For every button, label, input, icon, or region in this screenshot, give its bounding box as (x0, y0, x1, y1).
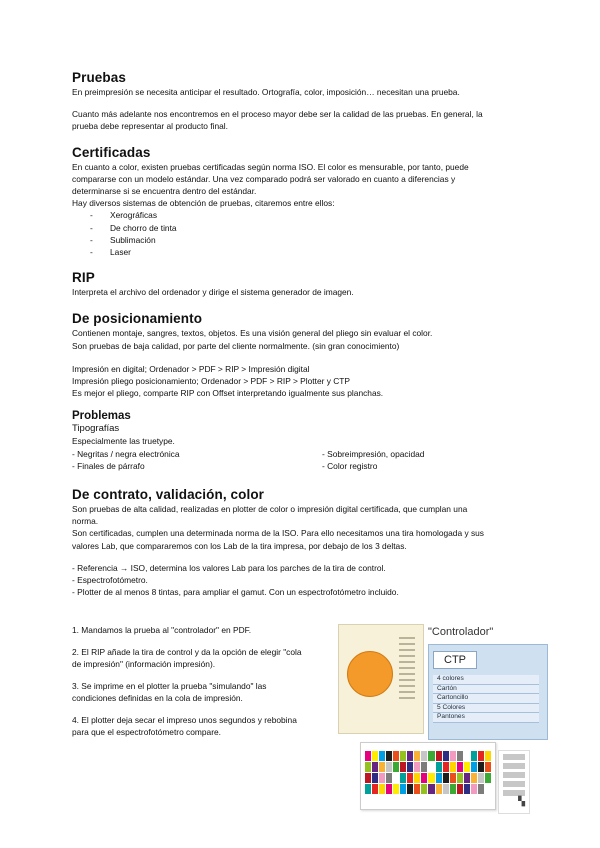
proof-sheet-marks (399, 637, 415, 703)
color-patch (450, 784, 456, 794)
color-patch (407, 751, 413, 761)
posicionamiento-line-1: Contienen montaje, sangres, textos, objetos. Es una visión general del pliego sin evaluar el color. (72, 328, 433, 339)
step-2: 2. El RIP añade la tira de control y da la opción de elegir "cola de impresión" (información impresión). (72, 646, 302, 669)
color-patch (457, 762, 463, 772)
color-patch (464, 762, 470, 772)
color-patch (436, 784, 442, 794)
list-item: Cartón (433, 685, 539, 695)
certificadas-list (72, 209, 532, 258)
contrato-line-1: Son pruebas de alta calidad, realizadas en plotter de color o impresión digital certificada, que cumplan una (72, 504, 468, 515)
color-patch (471, 762, 477, 772)
certificadas-line-2: compararse con un modelo estándar. Una vez comparado podrá ser valorado en cuanto a diferencias y (72, 173, 456, 184)
pruebas-paragraph-2b: prueba debe representar al producto final. (72, 121, 228, 132)
color-patch (450, 773, 456, 783)
contrato-list-1: - Referencia → ISO, determina los valores Lab para los parches de la tira de control. (72, 562, 386, 573)
color-patch (379, 762, 385, 772)
list-item: Cartoncillo (433, 694, 539, 704)
color-patch (436, 762, 442, 772)
color-patch (407, 762, 413, 772)
color-patch (428, 773, 434, 783)
color-patch (365, 784, 371, 794)
color-patch (443, 762, 449, 772)
color-patch (372, 784, 378, 794)
color-patch (379, 773, 385, 783)
color-patch (485, 762, 491, 772)
color-patch (414, 762, 420, 772)
color-patch (386, 773, 392, 783)
problemas-line: Especialmente las truetype. (72, 436, 175, 447)
color-patch (464, 773, 470, 783)
heading-contrato: De contrato, validación, color (72, 487, 265, 503)
posicionamiento-flow-2: Impresión pliego posicionamiento; Ordenador > PDF > RIP > Plotter y CTP (72, 376, 350, 387)
list-item: Pantones (433, 713, 539, 723)
strip-mark: ▚ (518, 796, 525, 806)
color-patch (478, 762, 484, 772)
problemas-columns (72, 448, 532, 472)
list-item: - Xerográficas (90, 209, 532, 221)
heading-rip: RIP (72, 270, 95, 286)
heading-pruebas: Pruebas (72, 70, 126, 85)
color-patch (428, 762, 434, 772)
problemas-right-2: - Color registro (322, 460, 378, 471)
contrato-line-2: norma. (72, 516, 99, 527)
color-patch (457, 751, 463, 761)
heading-problemas: Problemas (72, 410, 131, 423)
color-patch (428, 784, 434, 794)
list-item: - Sublimación (90, 234, 532, 246)
color-patch (407, 784, 413, 794)
color-patch (372, 762, 378, 772)
color-patch (443, 751, 449, 761)
color-patch (428, 751, 434, 761)
color-patch (485, 784, 491, 794)
color-patch (443, 784, 449, 794)
step-4: 4. El plotter deja secar el impreso unos segundos y rebobina para que el espectrofotómetro compare. (72, 714, 297, 737)
document-body (72, 70, 532, 598)
posicionamiento-line-2: Son pruebas de baja calidad, por parte del cliente normalmente. (sin gran conocimiento) (72, 340, 400, 351)
step-1: 1. Mandamos la prueba al "controlador" en PDF. (72, 625, 252, 635)
ctp-label: CTP (433, 651, 477, 669)
contrato-list-2: - Espectrofotómetro. (72, 575, 148, 586)
color-patch (386, 762, 392, 772)
color-patch (372, 751, 378, 761)
color-patch (464, 751, 470, 761)
proof-sheet-image (338, 624, 424, 734)
pruebas-paragraph-1: En preimpresión se necesita anticipar el resultado. Ortografía, color, imposición… necesitan una prueba. (72, 87, 460, 97)
color-patch (471, 773, 477, 783)
color-swatches (365, 751, 491, 795)
problemas-left-2: - Finales de párrafo (72, 460, 145, 471)
color-patch (365, 762, 371, 772)
contrato-line-3: Son certificadas, cumplen una determinada norma de la ISO. Para ello necesitamos una tira homologada y sus (72, 528, 484, 539)
color-patch (414, 773, 420, 783)
color-patch (400, 751, 406, 761)
problemas-sub: Tipografías (72, 423, 120, 435)
color-patch (450, 751, 456, 761)
color-patch (414, 784, 420, 794)
color-patch (471, 784, 477, 794)
posicionamiento-flow-1: Impresión en digital; Ordenador > PDF > RIP > Impresión digital (72, 363, 310, 374)
color-control-strip-image (360, 742, 496, 810)
color-patch (400, 762, 406, 772)
certificadas-line-3: determinarse si se encuentra dentro del estándar. (72, 186, 257, 197)
color-patch (365, 751, 371, 761)
color-patch (393, 762, 399, 772)
list-item: 5 Colores (433, 704, 539, 714)
color-patch (450, 762, 456, 772)
color-patch (393, 751, 399, 761)
certificadas-line-4: Hay diversos sistemas de obtención de pruebas, citaremos entre ellos: (72, 198, 335, 209)
color-patch (393, 784, 399, 794)
rip-line: Interpreta el archivo del ordenador y dirige el sistema generador de imagen. (72, 287, 354, 298)
heading-certificadas: Certificadas (72, 144, 151, 160)
color-patch (379, 751, 385, 761)
color-patch (407, 773, 413, 783)
color-patch (464, 784, 470, 794)
color-patch (421, 751, 427, 761)
color-patch (393, 773, 399, 783)
color-patch (478, 751, 484, 761)
color-patch (365, 773, 371, 783)
ctp-options (433, 675, 539, 723)
color-patch (443, 773, 449, 783)
color-patch (485, 773, 491, 783)
color-patch (386, 751, 392, 761)
color-patch (386, 784, 392, 794)
ctp-panel (428, 644, 548, 740)
pruebas-paragraph-2a: Cuanto más adelante nos encontremos en el proceso mayor debe ser la calidad de las pruebas. En general, la (72, 109, 483, 120)
color-patch (400, 773, 406, 783)
orange-circle-image (347, 651, 393, 697)
problemas-right-1: - Sobreimpresión, opacidad (322, 448, 425, 459)
problemas-left-1: - Negritas / negra electrónica (72, 448, 180, 459)
color-patch (400, 784, 406, 794)
list-item: - Laser (90, 246, 532, 258)
controller-figure (338, 624, 550, 814)
heading-posicionamiento: De posicionamiento (72, 311, 203, 327)
color-patch (436, 773, 442, 783)
color-patch (478, 773, 484, 783)
color-patch (421, 773, 427, 783)
color-patch (485, 751, 491, 761)
posicionamiento-flow-3: Es mejor el pliego, comparte RIP con Offset interpretando igualmente sus planchas. (72, 388, 384, 399)
color-patch (421, 762, 427, 772)
color-patch (421, 784, 427, 794)
step-3: 3. Se imprime en el plotter la prueba "simulando" las condiciones definidas en la cola de impresión. (72, 680, 267, 703)
color-patch (414, 751, 420, 761)
steps-list (72, 624, 332, 747)
color-patch (372, 773, 378, 783)
color-patch (478, 784, 484, 794)
certificadas-line-1: En cuanto a color, existen pruebas certificadas según norma ISO. El color es mensurable, por tanto, puede (72, 161, 469, 172)
color-patch (457, 773, 463, 783)
contrato-list-3: - Plotter de al menos 8 tintas, para ampliar el gamut. Con un espectrofotómetro incluido. (72, 587, 399, 598)
list-item: 4 colores (433, 675, 539, 685)
color-patch (471, 751, 477, 761)
color-patch (457, 784, 463, 794)
list-item: - De chorro de tinta (90, 222, 532, 234)
controlador-title: "Controlador" (428, 626, 494, 638)
color-patch (436, 751, 442, 761)
side-strip-image (498, 750, 530, 814)
contrato-line-4: valores Lab, que compararemos con los Lab de la tira impresa, por debajo de los 3 deltas. (72, 540, 407, 551)
color-patch (379, 784, 385, 794)
